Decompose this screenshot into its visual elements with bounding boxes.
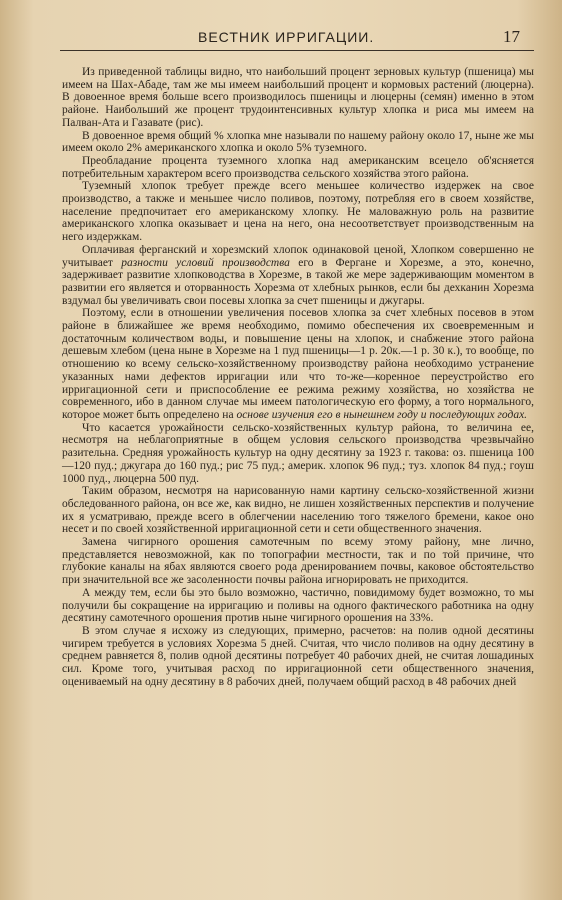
paragraph (62, 307, 534, 421)
paragraph: Замена чигирного орошения самотечным по всему этому району, мне лично, представляется невозможной, как по топографии местности, так и по той причине, что глубокие каналы на ябах являются своего рода дренированием почвы, каковое обстоятельство при значительной все же засоленности почвы района игнорировать не приходится. (62, 536, 534, 587)
paragraph: Преобладание процента туземного хлопка над американским всецело об'ясняется потребительным характером всего производства сельского хозяйства этого района. (62, 154, 534, 180)
paragraph-text: Поэтому, если в отношении увеличения посевов хлопка за счет хлебных посевов в этом районе в ближайшее же время необходимо, помимо обеспечения их своевременным и достаточным количеством воды, и повышение цены на хлопок, и снабжение этого района дешевым хлебом (цена ныне в Хорезме на 1 пуд пшеницы—1 р. 20к.—1 р. 30 к.), то вообще, по отношению ко всему сельско-хозяйственному производству района необходимо устранение указанных нами дефектов ирригации или что то-же—коренное переустройство его ирригационной сети и приспособление ее режима режиму хозяйства, но хозяйства не современного, ибо в данном случае мы имеем патологическую его форму, а того нормального, которое может быть определено на (62, 307, 534, 421)
paragraph: Туземный хлопок требует прежде всего меньшее количество издержек на свое производство, а также и меньшее число поливов, поэтому, потребляя его в своем хозяйстве, население предпочитает его американскому хлопку. Не маловажную роль на развитие американского хлопка оказывает и цена на него, она несоответствует производственным на него издержкам. (62, 180, 534, 244)
journal-title: ВЕСТНИК ИРРИГАЦИИ. (198, 29, 375, 45)
paragraph: А между тем, если бы это было возможно, частично, повидимому будет возможно, то мы получили бы сокращение на ирригацию и поливы на одного фактического работника на одну десятину самотечного орошения против ныне чигирного орошения на 33%. (62, 586, 534, 625)
paragraph: Таким образом, несмотря на нарисованную нами картину сельско-хозяйственной жизни обследованного района, он все же, как видно, не лишен хозяйственных перспектив и получение их я усматриваю, прежде всего в облегчении населению того тяжелого бремени, какое оно несет и по своей хозяйственной ирригационной сети и сети общественного значения. (62, 485, 534, 536)
running-header (60, 24, 534, 51)
page-number: 17 (503, 27, 520, 46)
paragraph-text: Оплачивая ферганский и хорезмский хлопок одинаковой ценой, Хлопком совершенно не учитывает (62, 243, 534, 269)
paragraph: Что касается урожайности сельско-хозяйственных культур района, то величина ее, несмотря на неблагоприятные в общем условия сельского производства чрезвычайно разительна. Средняя урожайность культур на одну десятину за 1923 г. такова: оз. пшеница 100—120 пуд.; джугара до 160 пуд.; рис 75 пуд.; америк. хлопок 96 пуд.; туз. хлопок 84 пуд.; гоуш 1000 пуд., люцерна 500 пуд. (62, 421, 534, 485)
italic-phrase: разности условий производства (121, 256, 290, 269)
paragraph: Из приведенной таблицы видно, что наибольший процент зерновых культур (пшеница) мы имеем на Шах-Абаде, там же мы имеем наибольший процент и кормовых растений (люцерна). В довоенное время больше всего производилось пшеницы и люцерны (семян) именно в этом районе. Наибольший же процент трудоинтенсивных культур хлопка и риса мы имеем на Палван-Ата и Газавате (рис). (62, 66, 534, 129)
article-body (62, 66, 534, 688)
paragraph (62, 244, 534, 308)
paragraph: В довоенное время общий % хлопка мне называли по нашему району около 17, ныне же мы имеем около 2% американского хлопка и около 5% туземного. (62, 129, 534, 155)
paragraph-text: его в Фергане и Хорезме, а это, конечно, задерживает развитие хлопководства в Хорезме, в такой же мере задерживающим моментом в развитии его является и оторванность Хорезма от хлебных рынков, если бы дехканин Хорезма вздумал бы увеличивать свои посевы хлопка за счет пшеницы и джугары. (62, 256, 535, 307)
paragraph: В этом случае я исхожу из следующих, примерно, расчетов: на полив одной десятины чигирем требуется в условиях Хорезма 5 дней. Считая, что число поливов на одну десятину в среднем равняется 8, полив одной десятины потребует 40 рабочих дней, не считая лошадиных сил. Кроме того, учитывая расход по ирригационной сети общественного значения, оцениваемый на одну десятину в 8 рабочих дней, получаем общий расход в 48 рабочих дней (62, 624, 534, 688)
italic-phrase: основе изучения его в нынешнем году и последующих годах. (236, 408, 528, 421)
